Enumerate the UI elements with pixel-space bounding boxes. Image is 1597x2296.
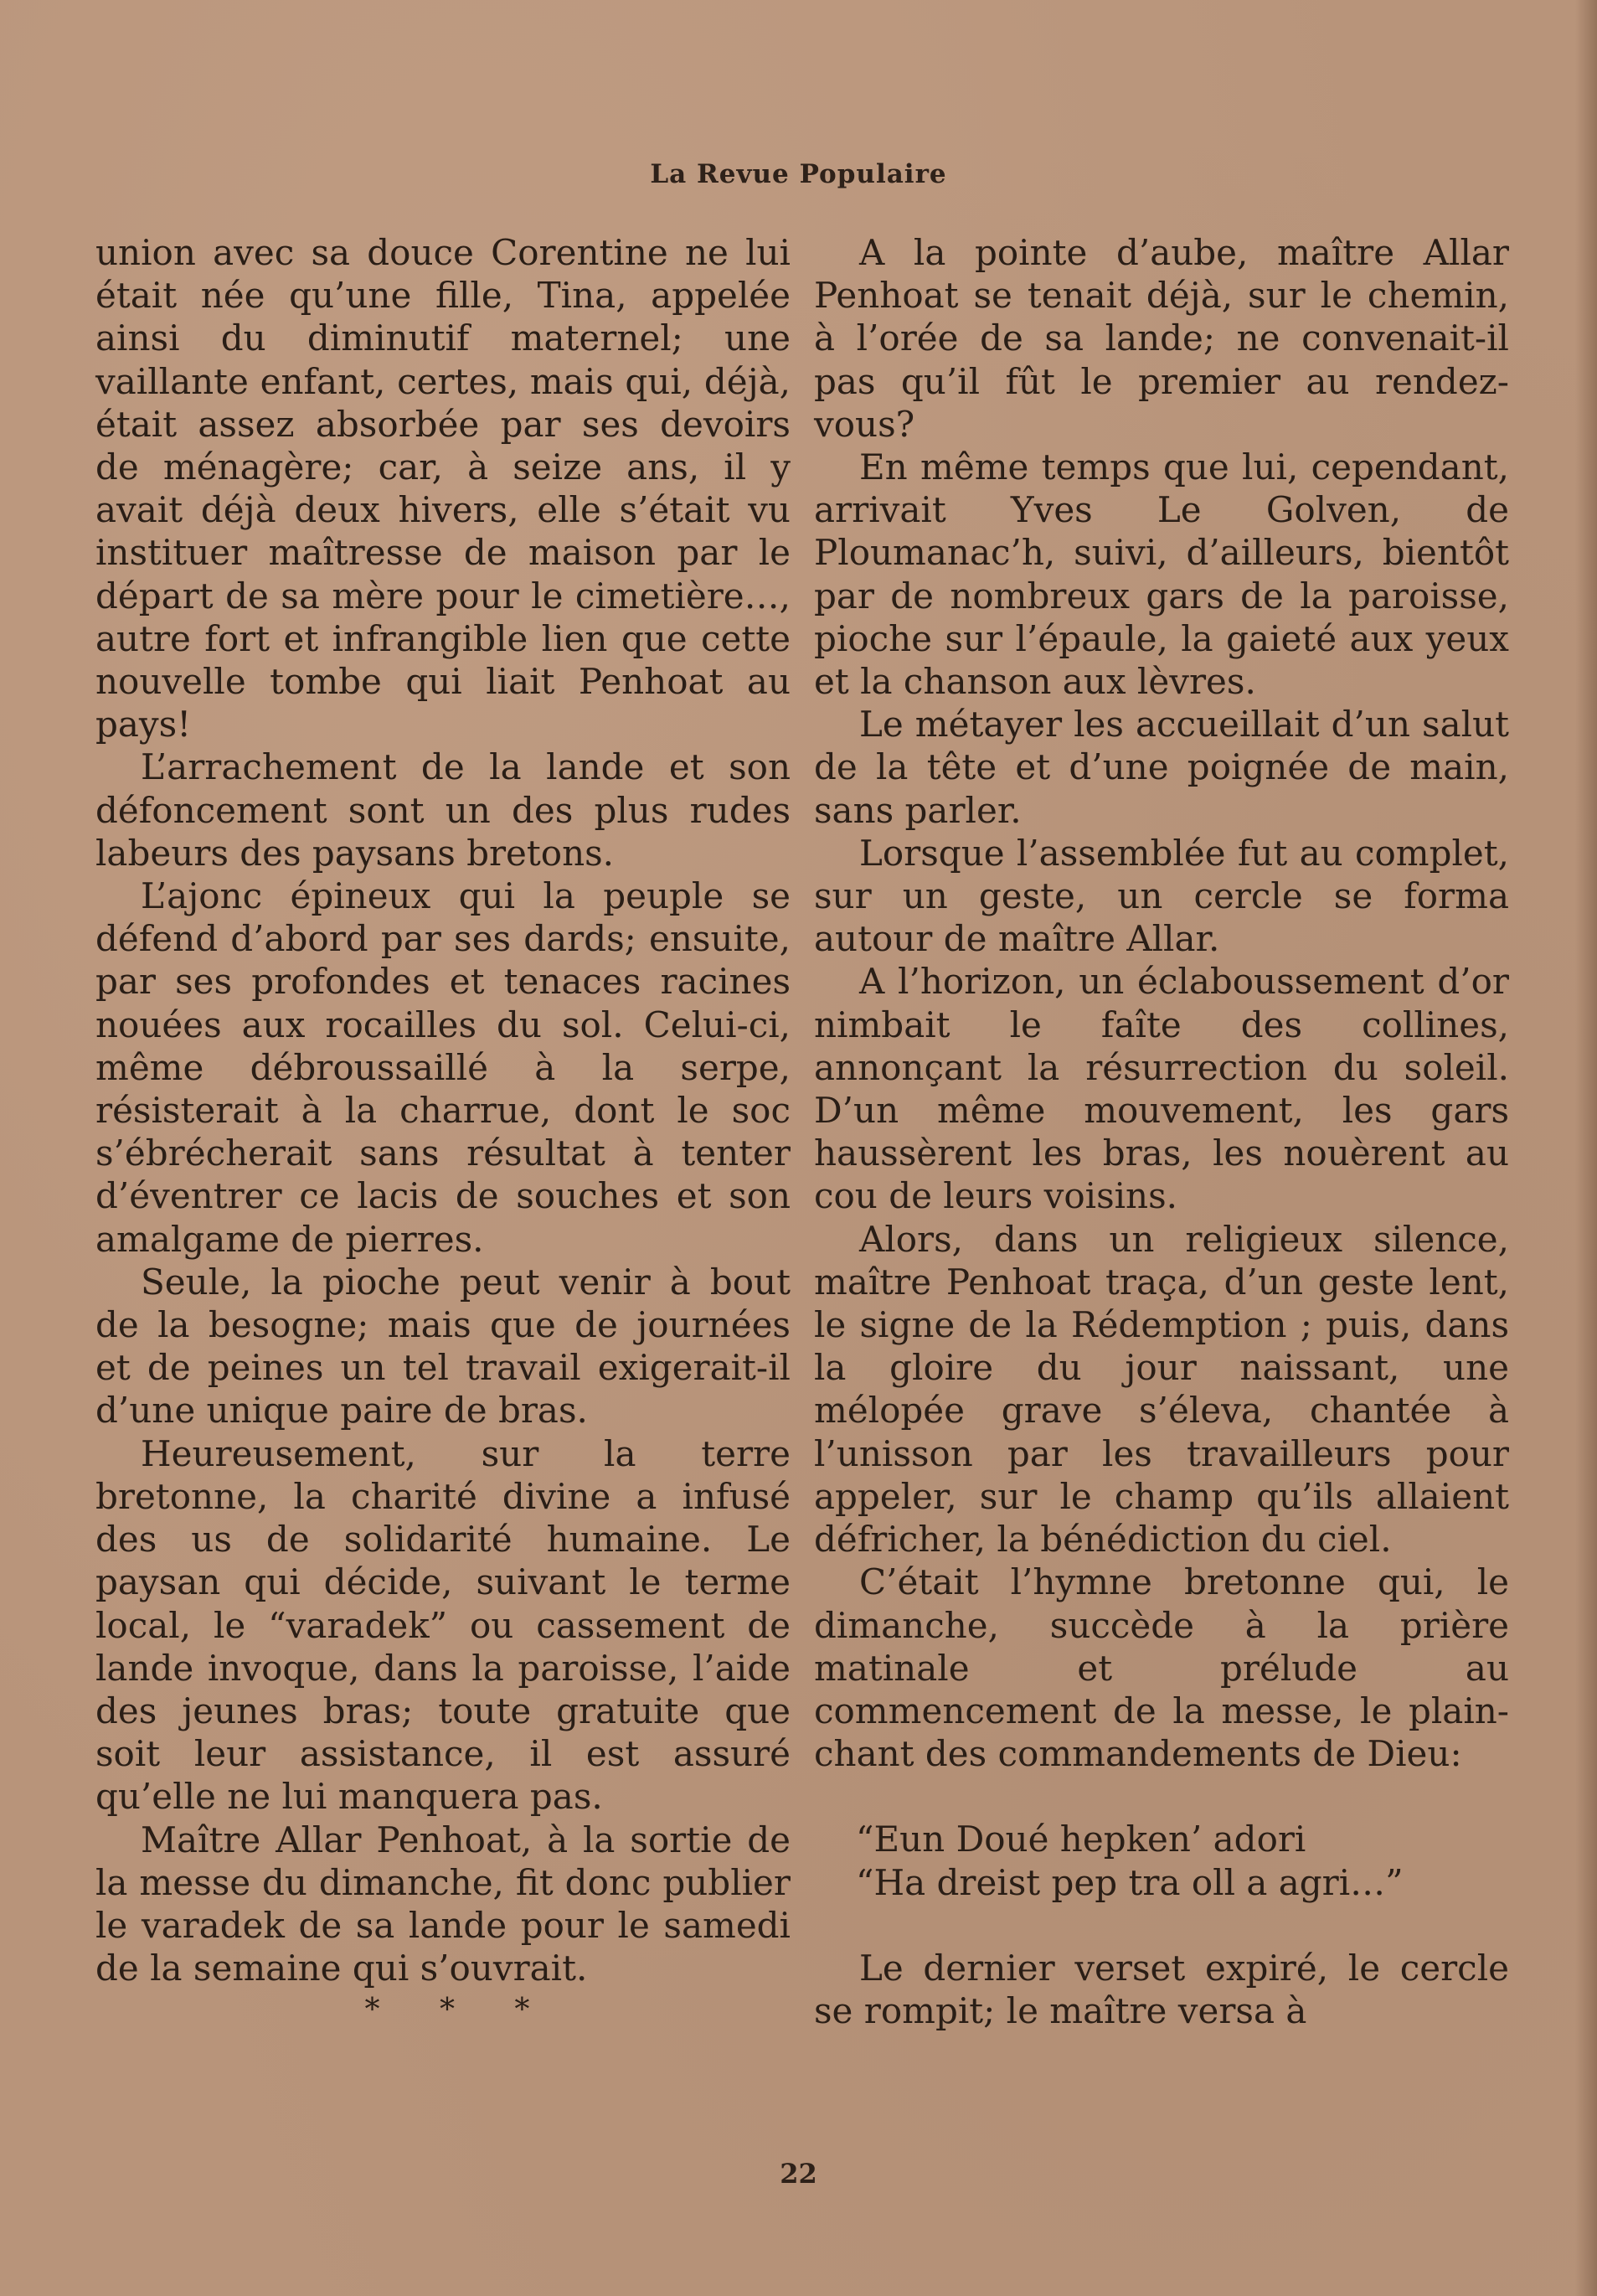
paragraph: union avec sa douce Corentine ne lui était née qu’une fille, Tina, appelée ainsi du diminutif maternel; une vaillante enfant, certes, mais qui, déjà, était assez absorbée par ses devoirs de ménagère; car, à seize ans, il y avait déjà deux hivers, elle s’était vu instituer maîtresse de maison par le départ de sa mère pour le cimetière…, autre fort et infrangible lien que cette nouvelle tombe qui liait Penhoat au pays! (95, 232, 791, 746)
paragraph: A la pointe d’aube, maître Allar Penhoat se tenait déjà, sur le chemin, à l’orée de sa lande; ne convenait-il pas qu’il fût le premier au rendez-vous? (814, 232, 1509, 445)
paragraph: C’était l’hymne bretonne qui, le dimanche, succède à la prière matinale et prélude au commencement de la messe, le plain-chant des commandements de Dieu: (814, 1561, 1509, 1775)
paragraph: A l’horizon, un éclaboussement d’or nimbait le faîte des collines, annonçant la résurrection du soleil. D’un même mouvement, les gars haussèrent les bras, les nouèrent au cou de leurs voisins. (814, 961, 1509, 1217)
page-number: 22 (780, 2158, 817, 2190)
paragraph: En même temps que lui, cependant, arrivait Yves Le Golven, de Ploumanac’h, suivi, d’ailleurs, bientôt par de nombreux gars de la paroisse, pioche sur l’épaule, la gaieté aux yeux et la chanson aux lèvres. (814, 446, 1509, 703)
paragraph: L’ajonc épineux qui la peuple se défend d’abord par ses dards; ensuite, par ses profondes et tenaces racines nouées aux rocailles du sol. Celui-ci, même débroussaillé à la serpe, résisterait à la charrue, dont le soc s’ébrécherait sans résultat à tenter d’éventrer ce lacis de souches et son amalgame de pierres. (95, 875, 791, 1260)
paragraph: Maître Allar Penhoat, à la sortie de la messe du dimanche, fit donc publier le varadek de sa lande pour le samedi de la semaine qui s’ouvrait. (95, 1819, 791, 1989)
verse-line: “Eun Doué hepken’ adori (856, 1819, 1306, 1860)
paragraph: Seule, la pioche peut venir à bout de la besogne; mais que de journées et de peines un tel travail exigerait-il d’une unique paire de bras. (95, 1261, 791, 1432)
verse-line: “Ha dreist pep tra oll a agri…” (856, 1861, 1404, 1903)
paragraph: Le métayer les accueillait d’un salut de la tête et d’une poignée de main, sans parler. (814, 704, 1509, 831)
paragraph: Lorsque l’assemblée fut au complet, sur un geste, un cercle se forma autour de maître Allar. (814, 832, 1509, 960)
paragraph: Le dernier verset expiré, le cercle se rompit; le maître versa à (814, 1947, 1509, 2031)
paragraph: L’arrachement de la lande et son défoncement sont un des plus rudes labeurs des paysans bretons. (95, 746, 791, 874)
right-column (814, 231, 1509, 2032)
hymn-verse (814, 1818, 1509, 1903)
section-separator: * * * (364, 1993, 555, 2028)
paragraph: Heureusement, sur la terre bretonne, la charité divine a infusé des us de solidarité humaine. Le paysan qui décide, suivant le terme local, le “varadek” ou cassement de lande invoque, dans la paroisse, l’aide des jeunes bras; toute gratuite que soit leur assistance, il est assuré qu’elle ne lui manquera pas. (95, 1432, 791, 1818)
paragraph: Alors, dans un religieux silence, maître Penhoat traça, d’un geste lent, le signe de la Rédemption ; puis, dans la gloire du jour naissant, une mélopée grave s’éleva, chantée à l’unisson par les travailleurs pour appeler, sur le champ qu’ils allaient défricher, la bénédiction du ciel. (814, 1218, 1509, 1561)
page-edge-shadow (1575, 0, 1597, 2296)
left-column (95, 231, 791, 2027)
running-header: La Revue Populaire (650, 159, 947, 189)
